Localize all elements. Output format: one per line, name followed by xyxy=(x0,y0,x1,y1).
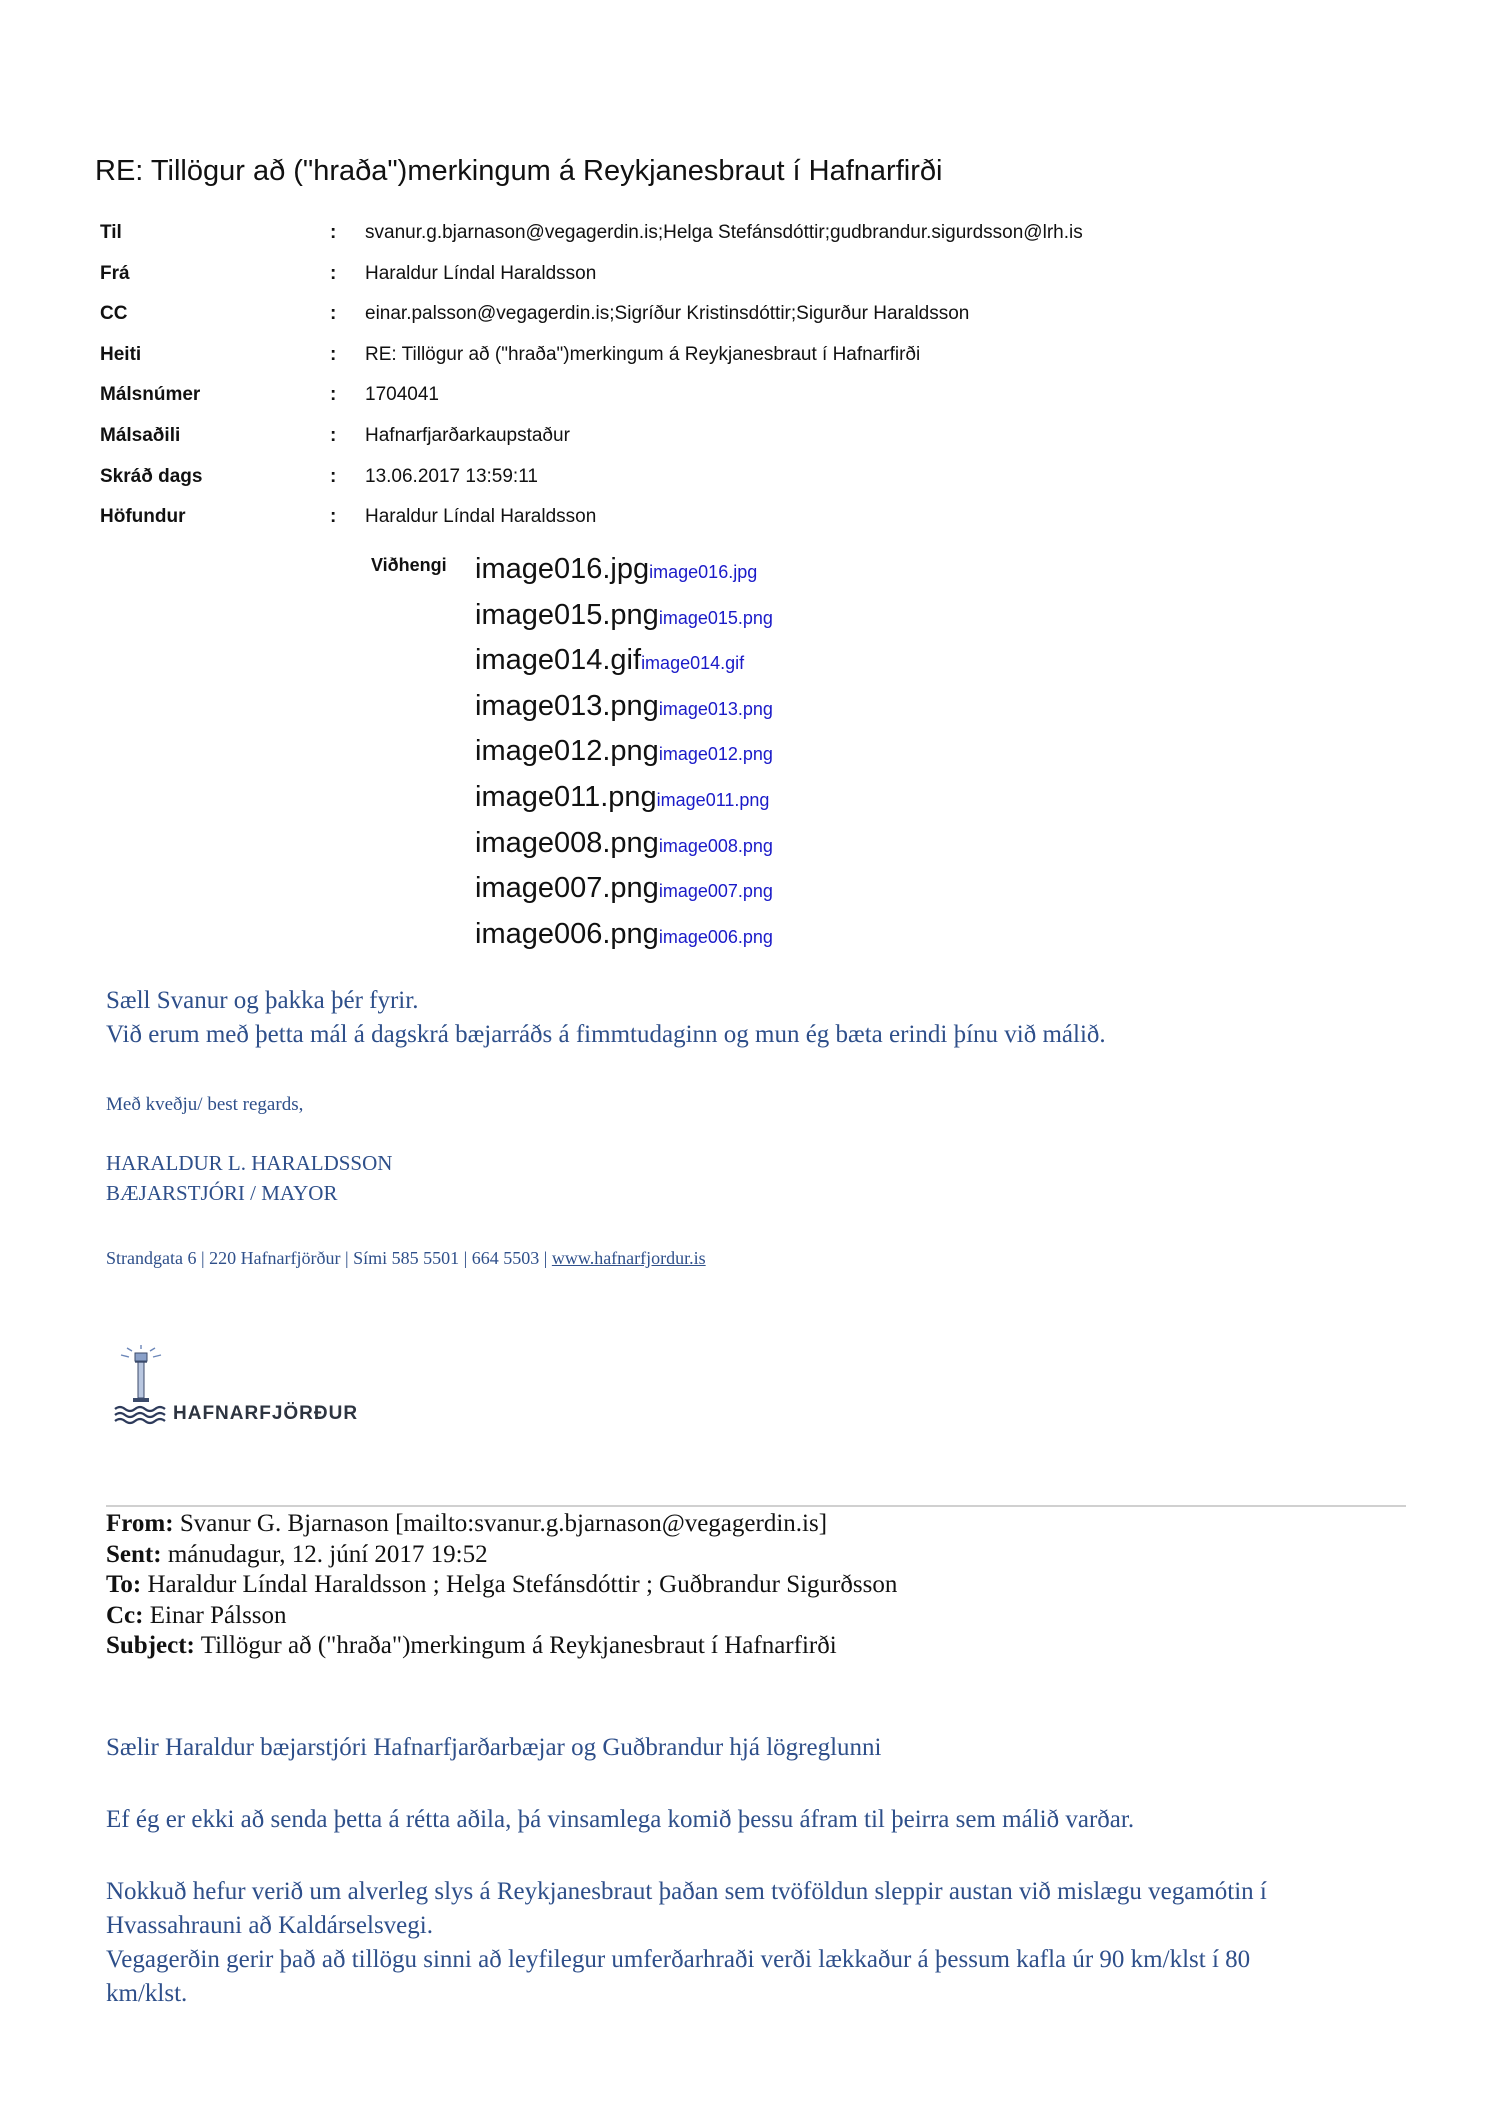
attachment-link[interactable]: image008.png xyxy=(658,835,773,856)
meta-label: Skráð dags xyxy=(100,465,203,487)
attachment-name: image011.png xyxy=(475,780,657,813)
attachment-name: image012.png xyxy=(475,735,659,768)
hafnarfjordur-logo xyxy=(113,1345,373,1435)
attachment-link[interactable]: image014.gif xyxy=(641,653,745,674)
signature-name: HARALDUR L. HARALDSSON xyxy=(106,1151,393,1175)
header-divider xyxy=(106,1505,1406,1507)
attachment-item xyxy=(475,599,773,645)
meta-label: Málsaðili xyxy=(100,424,181,446)
paragraph-line: Nokkuð hefur verið um alverleg slys á Reykjanesbraut þaðan sem tvöföldun sleppir austan við mislægu vegamótin í xyxy=(106,1878,1267,1905)
attachment-link[interactable]: image007.png xyxy=(658,881,773,902)
attachment-name: image008.png xyxy=(475,826,659,859)
meta-value-case-number: 1704041 xyxy=(365,384,439,406)
attachment-link[interactable]: image011.png xyxy=(656,789,770,810)
attachment-name: image016.jpg xyxy=(475,553,650,585)
cc-value: Einar Pálsson xyxy=(149,1601,287,1629)
signature-title: BÆJARSTJÓRI / MAYOR xyxy=(106,1181,338,1205)
attachment-name: image006.png xyxy=(475,917,659,950)
meta-colon: : xyxy=(330,506,337,528)
attachment-name: image014.gif xyxy=(475,644,642,677)
from-value: Svanur G. Bjarnason [mailto:svanur.g.bjarnason@vegagerdin.is] xyxy=(179,1510,828,1537)
attachment-item xyxy=(475,735,773,781)
reply-intro xyxy=(106,984,1106,1052)
sent-label: Sent: xyxy=(106,1540,162,1568)
meta-label: Til xyxy=(100,222,122,243)
meta-label: CC xyxy=(100,303,128,325)
attachment-item xyxy=(475,781,773,827)
meta-colon: : xyxy=(330,262,337,284)
meta-label: Heiti xyxy=(100,343,142,365)
reply-body: Við erum með þetta mál á dagskrá bæjarráðs á fimmtudaginn og mun ég bæta erindi þínu við málið. xyxy=(106,1021,1106,1048)
meta-colon: : xyxy=(330,465,337,487)
attachment-item xyxy=(475,918,773,964)
meta-label: Frá xyxy=(100,262,130,284)
meta-value-from: Haraldur Líndal Haraldsson xyxy=(365,262,597,284)
signature xyxy=(106,1148,392,1208)
forwarded-subject xyxy=(106,1632,897,1663)
forwarded-sent xyxy=(106,1541,897,1572)
subject-value: Tillögur að ("hraða")merkingum á Reykjanesbraut í Hafnarfirði xyxy=(200,1632,837,1660)
attachments-list xyxy=(475,553,773,963)
meta-colon: : xyxy=(330,222,337,243)
reply-greeting: Sæll Svanur og þakka þér fyrir. xyxy=(106,987,419,1014)
attachment-link[interactable]: image015.png xyxy=(658,607,773,628)
meta-value-date: 13.06.2017 13:59:11 xyxy=(365,465,538,487)
subject-label: Subject: xyxy=(106,1632,195,1660)
attachment-item xyxy=(475,553,773,599)
reply-closing: Með kveðju/ best regards, xyxy=(106,1094,304,1115)
meta-label: Málsnúmer xyxy=(100,384,201,406)
attachment-name: image013.png xyxy=(475,689,659,722)
lighthouse-icon xyxy=(113,1345,173,1435)
forwarded-header xyxy=(106,1510,897,1663)
sent-value: mánudagur, 12. júní 2017 19:52 xyxy=(167,1540,488,1568)
address-text: Strandgata 6 | 220 Hafnarfjörður | Sími 585 5501 | 664 5503 | xyxy=(106,1248,552,1268)
meta-colon: : xyxy=(330,424,337,446)
attachment-item xyxy=(475,872,773,918)
meta-label: Höfundur xyxy=(100,506,186,528)
attachment-link[interactable]: image006.png xyxy=(658,926,773,947)
forwarded-from xyxy=(106,1510,897,1541)
meta-colon: : xyxy=(330,384,337,406)
to-value: Haraldur Líndal Haraldsson ; Helga Stefánsdóttir ; Guðbrandur Sigurðsson xyxy=(147,1571,898,1599)
forwarded-to xyxy=(106,1571,897,1602)
attachment-name: image015.png xyxy=(475,598,659,631)
meta-value-to: svanur.g.bjarnason@vegagerdin.is;Helga Stefánsdóttir;gudbrandur.sigurdsson@lrh.is xyxy=(365,222,1083,243)
to-label: To: xyxy=(106,1571,142,1599)
cc-label: Cc: xyxy=(106,1601,144,1629)
from-label: From: xyxy=(106,1510,174,1537)
attachment-name: image007.png xyxy=(475,872,659,905)
email-title: RE: Tillögur að ("hraða")merkingum á Reykjanesbraut í Hafnarfirði xyxy=(95,155,943,187)
forwarded-greeting: Sælir Haraldur bæjarstjóri Hafnarfjarðarbæjar og Guðbrandur hjá lögreglunni xyxy=(106,1734,882,1761)
paragraph-line: Vegagerðin gerir það að tillögu sinni að leyfilegur umferðarhraði verði lækkaður á þessum kafla úr 90 km/klst í 80 xyxy=(106,1946,1251,1973)
logo-text: HAFNARFJÖRÐUR xyxy=(173,1403,359,1424)
attachment-link[interactable]: image016.jpg xyxy=(649,562,758,582)
forwarded-paragraph-3 xyxy=(106,1875,1267,2011)
address-line xyxy=(106,1245,706,1271)
attachments-label: Viðhengi xyxy=(371,555,447,575)
forwarded-cc xyxy=(106,1602,897,1633)
attachment-link[interactable]: image012.png xyxy=(658,744,773,765)
paragraph-line: Hvassahrauni að Kaldárselsvegi. xyxy=(106,1912,433,1939)
meta-colon: : xyxy=(330,343,337,365)
attachment-item xyxy=(475,690,773,736)
meta-value-subject: RE: Tillögur að ("hraða")merkingum á Reykjanesbraut í Hafnarfirði xyxy=(365,343,921,365)
paragraph-line: km/klst. xyxy=(106,1980,188,2007)
meta-value-cc: einar.palsson@vegagerdin.is;Sigríður Kristinsdóttir;Sigurður Haraldsson xyxy=(365,303,970,325)
attachment-item xyxy=(475,827,773,873)
website-link[interactable]: www.hafnarfjordur.is xyxy=(551,1248,706,1268)
meta-value-case-party: Hafnarfjarðarkaupstaður xyxy=(365,424,570,446)
attachment-link[interactable]: image013.png xyxy=(658,698,773,719)
attachment-item xyxy=(475,644,773,690)
forwarded-paragraph-2: Ef ég er ekki að senda þetta á rétta aðila, þá vinsamlega komið þessu áfram til þeirra sem málið varðar. xyxy=(106,1806,1135,1833)
meta-value-author: Haraldur Líndal Haraldsson xyxy=(365,506,597,528)
meta-colon: : xyxy=(330,303,337,325)
